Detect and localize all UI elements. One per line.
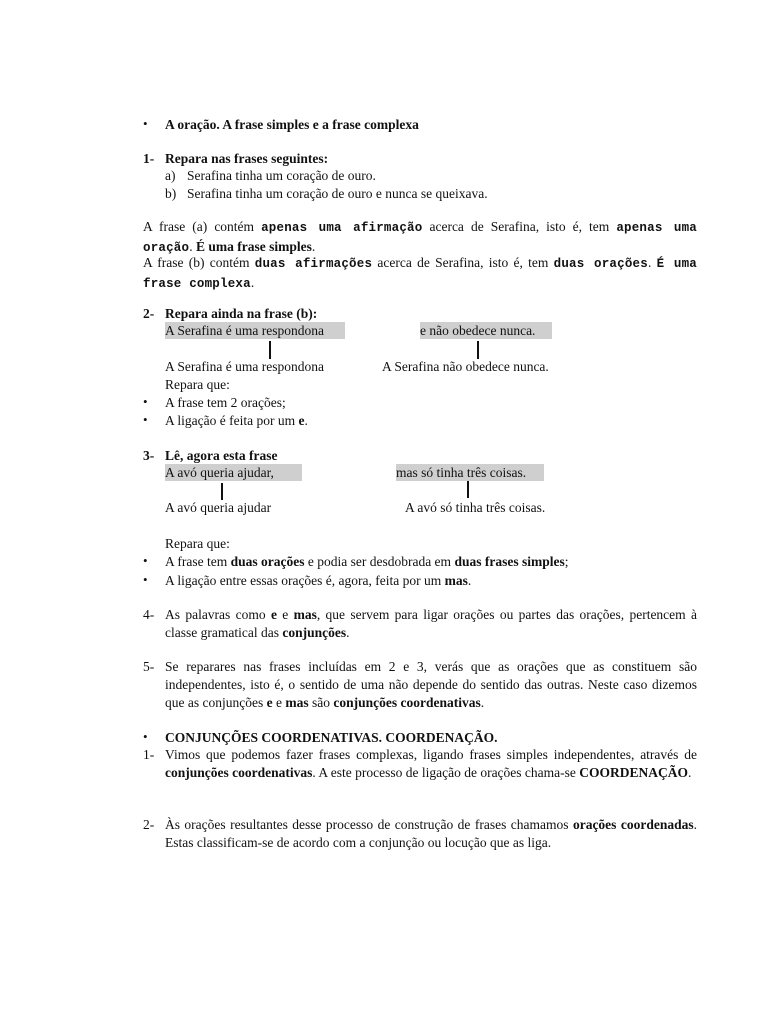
highlight-clause-1: A avó queria ajudar,	[165, 464, 302, 481]
split-sentence-2: A avó só tinha três coisas.	[405, 500, 546, 515]
bullet	[143, 572, 151, 589]
bullet	[143, 394, 151, 411]
section-3-number: 3-	[143, 448, 155, 463]
bullet-text: A frase tem 2 orações;	[165, 395, 286, 410]
paragraph-frase-b: A frase (b) contém duas afirmações acerca de Serafina, isto é, tem duas orações. É uma frase complexa.	[143, 255, 697, 291]
repara-que: Repara que:	[165, 377, 230, 392]
split-line	[477, 341, 479, 359]
section-5-text: Se reparares nas frases incluídas em 2 e 3, verás que as orações que as constituem são independentes, isto é, o sentido de uma não depende do sentido das outras. Neste caso dizemos que as conjunções e e mas são conjunções coordenativas.	[165, 659, 697, 710]
section-title-2: CONJUNÇÕES COORDENATIVAS. COORDENAÇÃO.	[165, 730, 498, 745]
split-sentence-1: A Serafina é uma respondona	[165, 359, 324, 374]
bullet	[143, 116, 151, 133]
c1-number: 1-	[143, 747, 155, 762]
section-1-number: 1-	[143, 151, 155, 166]
item-a-label: a)	[165, 168, 176, 183]
bullet-text: A ligação é feita por um e.	[165, 413, 308, 428]
bullet-text: A ligação entre essas orações é, agora, feita por um mas.	[165, 573, 472, 588]
split-line	[269, 341, 271, 359]
repara-que: Repara que:	[165, 536, 230, 551]
split-sentence-2: A Serafina não obedece nunca.	[382, 359, 549, 374]
c2-text: Às orações resultantes desse processo de construção de frases chamamos orações coordenadas. Estas classificam-se de acordo com a conjunção ou locução que as liga.	[165, 817, 697, 850]
section-5-number: 5-	[143, 659, 155, 674]
split-line	[467, 481, 469, 498]
page-title: A oração. A frase simples e a frase complexa	[165, 117, 419, 132]
section-2-number: 2-	[143, 306, 155, 321]
bullet	[143, 729, 151, 746]
bullet	[143, 412, 151, 429]
bullet	[143, 553, 151, 570]
split-line	[221, 483, 223, 500]
split-sentence-1: A avó queria ajudar	[165, 500, 272, 515]
item-b-text: Serafina tinha um coração de ouro e nunca se queixava.	[187, 186, 488, 201]
section-4-text: As palavras como e e mas, que servem para ligar orações ou partes das orações, pertencem à classe gramatical das conjunções.	[165, 607, 697, 640]
item-b-label: b)	[165, 186, 177, 201]
c2-number: 2-	[143, 817, 155, 832]
highlight-clause-2: e não obedece nunca.	[420, 322, 552, 339]
bullet-text: A frase tem duas orações e podia ser desdobrada em duas frases simples;	[165, 554, 569, 569]
c1-text: Vimos que podemos fazer frases complexas, ligando frases simples independentes, através de conjunções coordenativas. A este processo de ligação de orações chama-se COORDENAÇÃO.	[165, 747, 697, 780]
section-2-heading: Repara ainda na frase (b):	[165, 306, 318, 321]
paragraph-frase-a: A frase (a) contém apenas uma afirmação acerca de Serafina, isto é, tem apenas uma oração. É uma frase simples.	[143, 219, 697, 255]
section-4-number: 4-	[143, 607, 155, 622]
highlight-clause-1: A Serafina é uma respondona	[165, 322, 345, 339]
item-a-text: Serafina tinha um coração de ouro.	[187, 168, 376, 183]
highlight-clause-2: mas só tinha três coisas.	[396, 464, 544, 481]
section-1-heading: Repara nas frases seguintes:	[165, 151, 329, 166]
section-3-heading: Lê, agora esta frase	[165, 448, 278, 463]
